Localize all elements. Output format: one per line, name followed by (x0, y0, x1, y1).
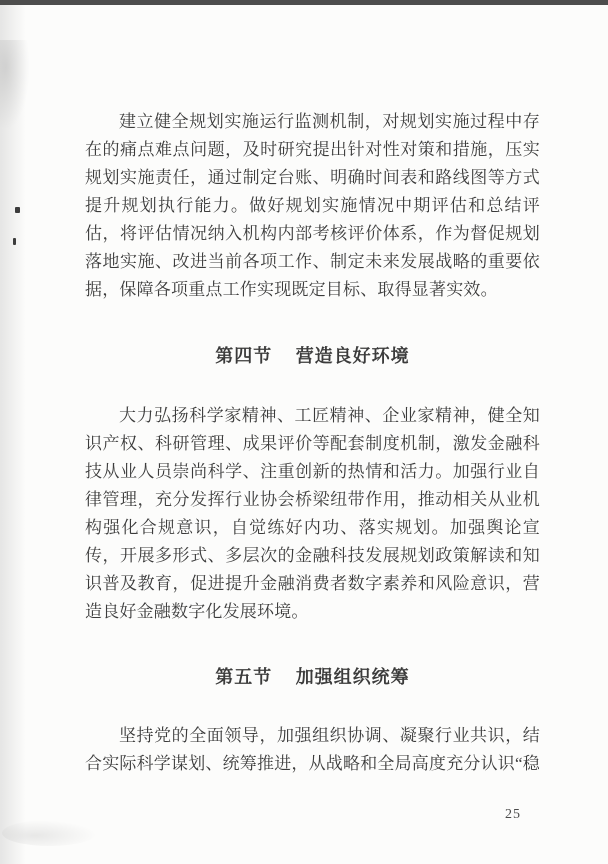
section-number: 第五节 (215, 667, 273, 687)
scan-speck (15, 207, 20, 213)
section-heading-4 (85, 344, 540, 368)
body-paragraph-implementation-monitoring: 建立健全规划实施运行监测机制，对规划实施过程中存在的痛点难点问题，及时研究提出针对性对策和措施，压实规划实施责任，通过制定台账、明确时间表和路线图等方式提升规划执行能力。做好规划实施情况中期评估和总结评估，将评估情况纳入机构内部考核评价体系，作为督促规划落地实施、改进当前各项工作、制定未来发展战略的重要依据，保障各项重点工作实现既定目标、取得显著实效。 (85, 112, 540, 299)
section-heading-5 (85, 665, 540, 689)
section-number: 第四节 (215, 346, 273, 366)
page-content (85, 108, 540, 778)
section-title: 加强组织统筹 (295, 667, 410, 687)
page-number: 25 (505, 807, 521, 822)
body-paragraph-organizational-coordination: 坚持党的全面领导，加强组织协调、凝聚行业共识，结合实际科学谋划、统筹推进，从战略和全局高度充分认识“稳 (85, 726, 540, 773)
scan-speck (13, 238, 16, 245)
scan-smudge-bottom-left (2, 820, 97, 846)
section-title: 营造良好环境 (295, 346, 410, 366)
body-paragraph-environment-building: 大力弘扬科学家精神、工匠精神、企业家精神，健全知识产权、科研管理、成果评价等配套制度机制，激发金融科技从业人员崇尚科学、注重创新的热情和活力。加强行业自律管理，充分发挥行业协会桥梁纽带作用，推动相关从业机构强化合规意识，自觉练好内功、落实规划。加强舆论宣传，开展多形式、多层次的金融科技发展规划政策解读和知识普及教育，促进提升金融消费者数字素养和风险意识，营造良好金融数字化发展环境。 (85, 406, 540, 621)
scan-top-edge (0, 0, 608, 5)
scan-smudge-top-left (0, 40, 30, 130)
scan-left-edge-shadow (0, 5, 26, 864)
